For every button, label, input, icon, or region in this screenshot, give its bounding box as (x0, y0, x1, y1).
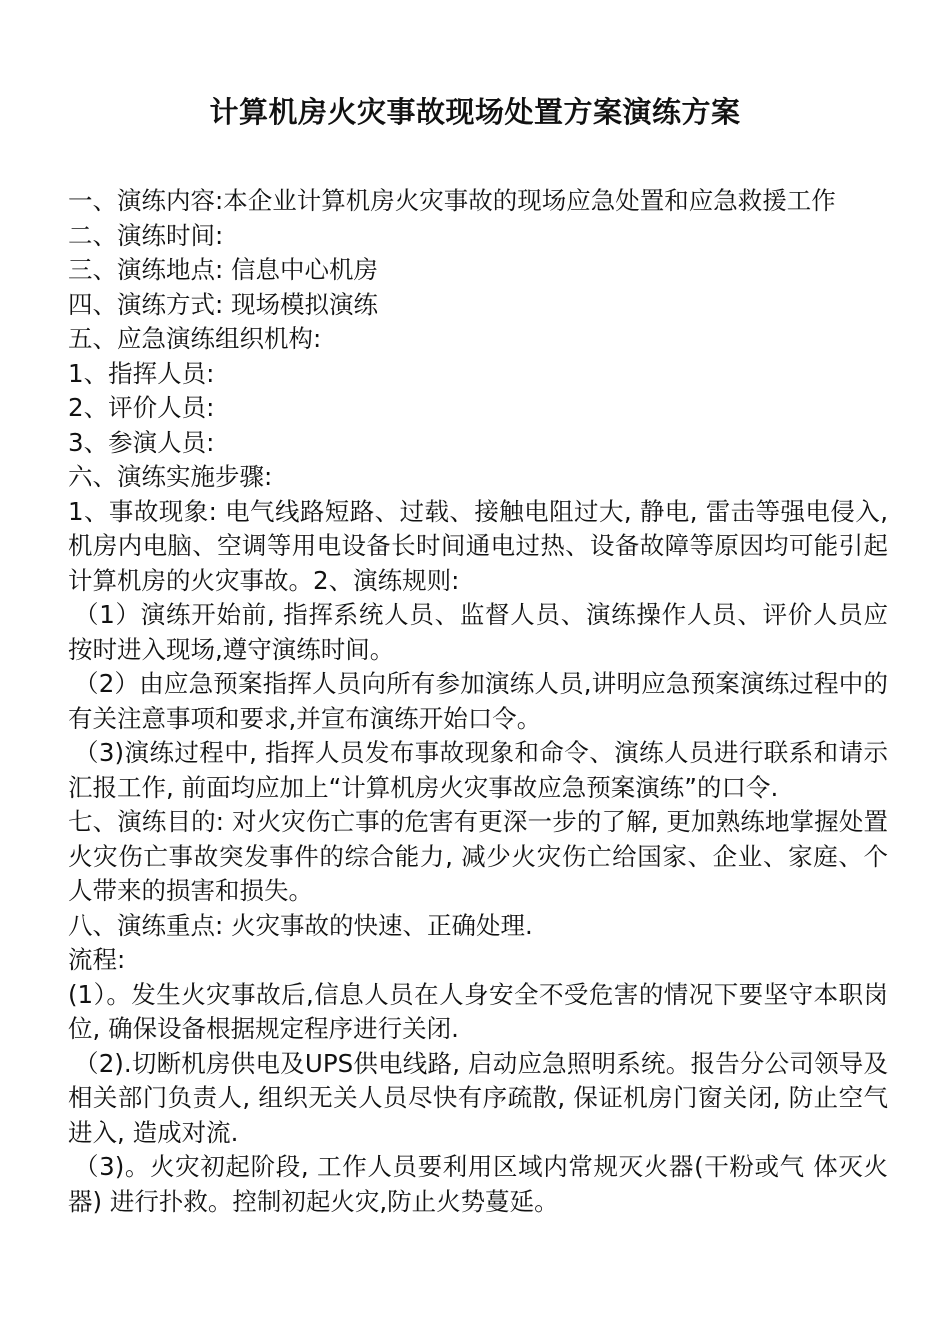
paragraph-evaluator: 2、评价人员: (68, 393, 215, 422)
paragraph-participant: 3、参演人员: (68, 427, 215, 457)
paragraph-process-heading: 流程: (68, 945, 126, 974)
paragraph-commander: 1、指挥人员: (68, 358, 215, 388)
paragraph-section-1: 一、演练内容:本企业计算机房火灾事故的现场应急处置和应急救援工作 (68, 186, 836, 215)
paragraph-section-7: 七、演练目的: 对火灾伤亡事的危害有更深一步的了解, 更加熟练地掌握处置火灾伤亡事故突发事件的综合能力, 减少火灾伤亡给国家、企业、家庭、个人带来的损害和损失。 (68, 807, 888, 905)
paragraph-rule-3: （3)演练过程中, 指挥人员发布事故现象和命令、演练人员进行联系和请示汇报工作, 前面均应加上“计算机房火灾事故应急预案演练”的口令. (68, 738, 888, 802)
paragraph-rule-2: （2）由应急预案指挥人员向所有参加演练人员,讲明应急预案演练过程中的有关注意事项和要求,并宣布演练开始口令。 (68, 669, 888, 733)
paragraph-section-3: 三、演练地点: 信息中心机房 (68, 255, 379, 284)
paragraph-process-3: （3)。火灾初起阶段, 工作人员要利用区域内常规灭火器(干粉或气 体灭火器) 进行扑救。控制初起火灾,防止火势蔓延。 (68, 1152, 888, 1216)
paragraph-section-2: 二、演练时间: (68, 220, 224, 250)
paragraph-rule-1: （1）演练开始前, 指挥系统人员、监督人员、演练操作人员、评价人员应按时进入现场,遵守演练时间。 (68, 600, 888, 664)
paragraph-process-2: （2).切断机房供电及UPS供电线路, 启动应急照明系统。报告分公司领导及相关部门负责人, 组织无关人员尽快有序疏散, 保证机房门窗关闭, 防止空气进入, 造成对流. (68, 1048, 888, 1147)
paragraph-section-4: 四、演练方式: 现场模拟演练 (68, 289, 379, 319)
paragraph-section-6: 六、演练实施步骤: (68, 462, 273, 491)
paragraph-accident-phenomenon: 1、事故现象: 电气线路短路、过载、接触电阻过大, 静电, 雷击等强电侵入, 机房内电脑、空调等用电设备长时间通电过热、设备故障等原因均可能引起计算机房的火灾事故。2、演练规则: (68, 496, 888, 595)
paragraph-section-5: 五、应急演练组织机构: (68, 324, 322, 353)
document-title: 计算机房火灾事故现场处置方案演练方案 (209, 95, 741, 129)
document-body (68, 184, 888, 1219)
paragraph-process-1: (1）。发生火灾事故后,信息人员在人身安全不受危害的情况下要坚守本职岗位, 确保设备根据规定程序进行关闭. (68, 979, 888, 1043)
paragraph-section-8: 八、演练重点: 火灾事故的快速、正确处理. (68, 910, 533, 940)
